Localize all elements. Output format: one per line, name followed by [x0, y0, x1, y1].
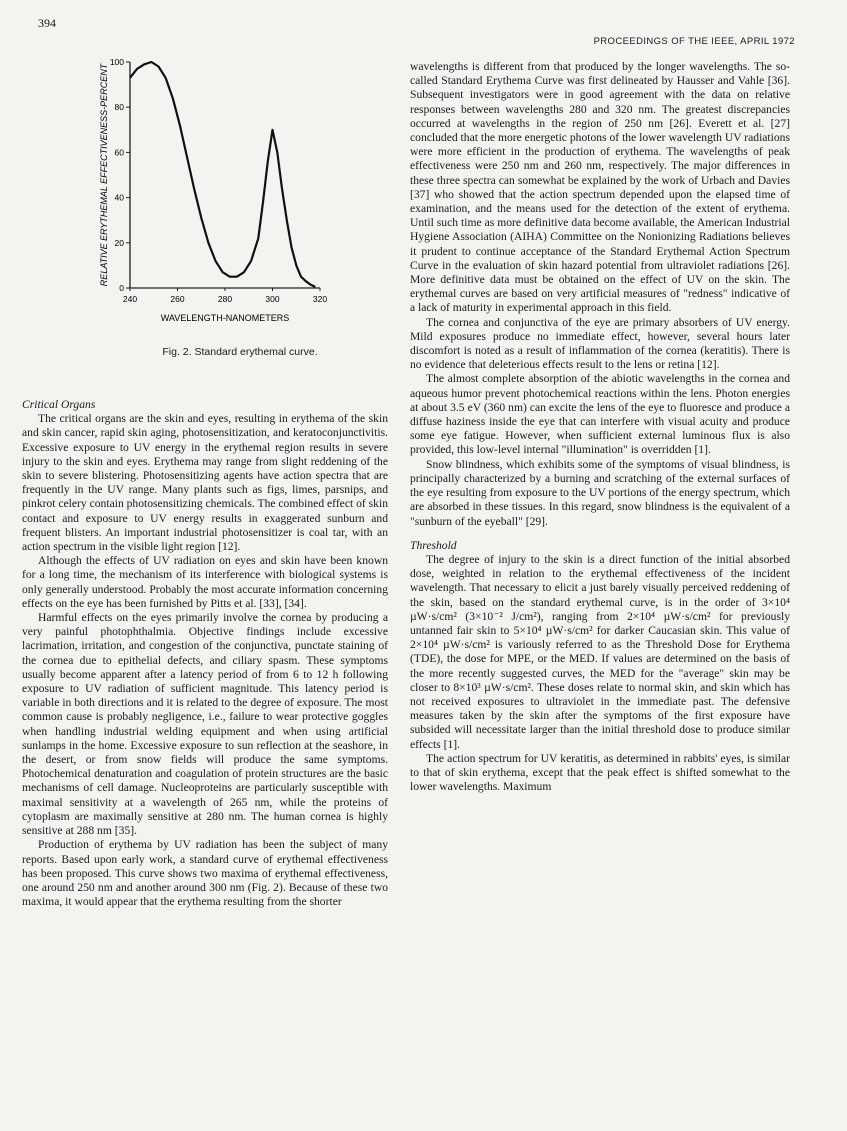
x-tick-label: 300 [265, 294, 280, 304]
y-axis-label: RELATIVE ERYTHEMAL EFFECTIVENESS-PERCENT [99, 63, 109, 287]
y-tick-label: 40 [114, 192, 124, 203]
page-number: 394 [38, 16, 56, 30]
right-column [410, 60, 790, 794]
x-tick-label: 260 [170, 294, 185, 304]
paragraph: Although the effects of UV radiation on eyes and skin have been known for a long time, the mechanism of its interference with biological systems is only generally understood. Probably the most accurate information concerning effects on the eye has been furnished by Pitts et al. [33], [34]. [22, 554, 388, 610]
right-paragraphs-b [410, 553, 790, 794]
x-tick-label: 320 [312, 294, 328, 304]
right-paragraphs-a [410, 60, 790, 529]
y-tick-label: 100 [109, 57, 124, 67]
paragraph: The critical organs are the skin and eyes, resulting in erythema of the skin and skin cancer, rapid skin aging, photosensitization, and keratoconjunctivitis. Excessive exposure to UV energy in the erythemal region results in severe injury to the skin and eyes. Erythema may range from slight reddening of the skin to severe blistering. Photosensitizing agents have action spectra that are frequently in the UV range. Many plants such as figs, limes, parsnips, and pinkrot celery contain photosensitizing chemicals. The combined effect of skin contact and exposure to UV energy results in exaggerated sunburn and frequent blisters. An important industrial photosensitizer is coal tar, with an action spectrum in the visible light region [12]. [22, 412, 388, 554]
paragraph: Harmful effects on the eyes primarily involve the cornea by producing a very painful photophthalmia. Objective findings include excessive lacrimation, irritation, and congestion of the conjunctiva, punctate staining of the cornea due to epithelial defects, and ciliary spasm. These symptoms usually become apparent after a latency period of from 6 to 12 h following exposure to UV radiation of sufficient magnitude. This latency period is variable in both directions and it is related to the degree of exposure. The most common cause is probably negligence, i.e., failure to wear protective goggles when handling industrial welding equipment and when using artificial sunlamps in the home. Excessive exposure to sun reflection at the seashore, in the desert, or from snow fields will produce the same symptoms. Photochemical denaturation and coagulation of protein structures are the basic mechanisms of cell damage. Nucleoproteins are particularly susceptible with maximal sensitivity at a wavelength of 265 nm, while the proteins of cytoplasm are maximally sensitive at 280 nm. The human cornea is highly sensitive at 288 nm [35]. [22, 611, 388, 838]
paragraph: The almost complete absorption of the abiotic wavelengths in the cornea and aqueous humor prevent photochemical reactions within the lens. Photon energies at about 3.5 eV (360 nm) can excite the lens of the eye to fluoresce and produce a diffuse haziness inside the eye that can interfere with visual acuity and produce some eye fatigue. However, when sufficient external luminous flux is also provided, this low-level internal "illumination" is overridden [1]. [410, 372, 790, 457]
left-paragraphs [22, 412, 388, 909]
series-line-0 [130, 62, 315, 287]
figure-erythemal-curve [95, 52, 355, 372]
y-tick-label: 80 [114, 102, 124, 113]
x-axis-label: WAVELENGTH-NANOMETERS [160, 313, 290, 323]
figure-caption: Fig. 2. Standard erythemal curve. [162, 346, 318, 358]
left-column [22, 398, 388, 909]
paragraph: Snow blindness, which exhibits some of the symptoms of visual blindness, is principally characterized by a burning and scratching of the external surfaces of the eye resulting from exposure to the UV portions of the energy spectrum, which are absorbed in these tissues. In this regard, snow blindness is the equivalent of a "sunburn of the eyeball" [29]. [410, 457, 790, 528]
journal-header: PROCEEDINGS OF THE IEEE, APRIL 1972 [593, 36, 795, 47]
y-tick-label: 60 [114, 147, 124, 158]
section-heading-critical-organs: Critical Organs [22, 398, 96, 411]
x-tick-label: 240 [122, 294, 138, 304]
paragraph: The cornea and conjunctiva of the eye are primary absorbers of UV energy. Mild exposures produce no immediate effect, however, several hours later discomfort is noted as a result of inflammation of the cornea (keratitis). There is no evidence that deleterious effects result to the lens or retina [12]. [410, 315, 790, 372]
y-tick-label: 0 [119, 283, 124, 293]
erythemal-chart [95, 52, 355, 342]
y-tick-label: 20 [114, 237, 124, 248]
x-tick-label: 280 [217, 294, 233, 304]
paragraph: The action spectrum for UV keratitis, as determined in rabbits' eyes, is similar to that of skin erythema, except that the peak effect is shifted somewhat to the lower wavelengths. Maximum [410, 751, 790, 794]
paragraph: Production of erythema by UV radiation has been the subject of many reports. Based upon early work, a standard curve of erythemal effectiveness has been proposed. This curve shows two maxima of erythemal effectiveness, one around 250 nm and another around 300 nm (Fig. 2). Because of these two maxima, it would appear that the erythema resulting from the shorter [22, 838, 388, 909]
paragraph: wavelengths is different from that produced by the longer wavelengths. The so-called Standard Erythema Curve was first delineated by Hausser and Vahle [36]. Subsequent investigators were in good agreement with the data on relative responses between wavelengths 280 and 320 nm. The greatest discrepancies occurred at wavelengths in the region of 250 nm [26]. Everett et al. [27] concluded that the more energetic photons of the lower wavelength UV radiations were more efficient in the production of erythema. The wavelengths of peak effectiveness were 250 nm and 260 nm, respectively. The major differences in these three spectra can somewhat be explained by the work of Urbach and Davies [37] who showed that the action spectrum depended upon the elapsed time of examination, and the means used for the detection of the extent of erythema. Until such time as more definitive data become available, the American Industrial Hygiene Association (AIHA) Committee on the Nonionizing Radiations believes it prudent to continue acceptance of the Standard Erythemal Action Spectrum Curve in the evaluation of skin hazard potential from ultraviolet radiations [26]. More definitive data must be obtained on the effect of UV on the skin. The erythemal curves are based on very artificial measures of "redness" indicative of a lack of maturity in experimental approach in this field. [410, 60, 790, 315]
paragraph: The degree of injury to the skin is a direct function of the initial absorbed dose, weighted in relation to the erythemal effectiveness of the incident wavelength. That necessary to elicit a just barely visually perceived reddening of the skin, based on the standard erythemal curve, is in the order of 3×10⁴ µW·s/cm² (3×10⁻² J/cm²), ranging from 2×10⁴ µW·s/cm² for previously untanned fair skin to 5×10⁴ µW·s/cm² for darker Caucasian skin. This value of 2×10⁴ µW·s/cm² is variously referred to as the Threshold Dose for Erythema (TDE), the dose for MPE, or the MED. If values are determined on the basis of the more recently suggested curves, the MED for the "average" skin may be closer to 8×10³ µW·s/cm². These doses relate to normal skin, and skin which has not received exposures to ultraviolet in the immediate past. The defensive measures taken by the skin after the symptoms of the first exposure have subsided will necessitate larger than the initial threshold dose to produce similar effects [1]. [410, 552, 790, 751]
section-heading-threshold: Threshold [410, 538, 457, 552]
